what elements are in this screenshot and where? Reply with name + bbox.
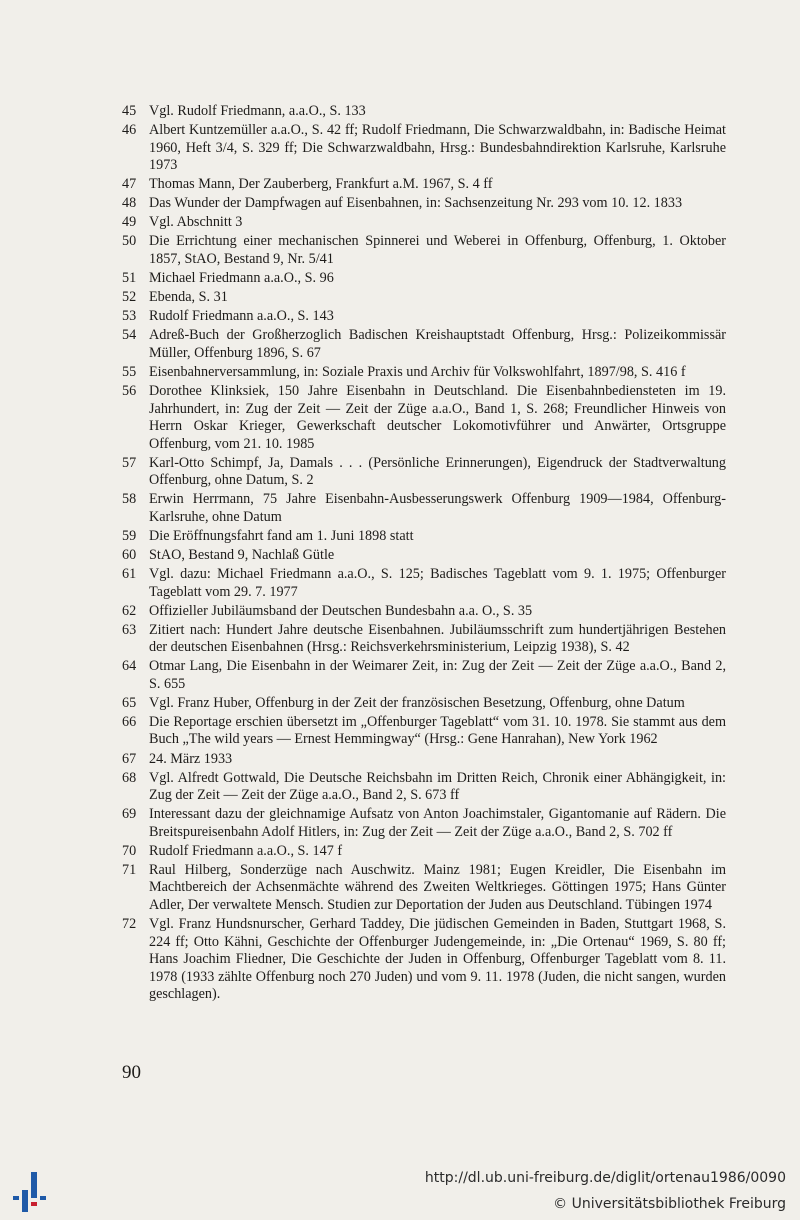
- endnote-text: Vgl. dazu: Michael Friedmann a.a.O., S. 125; Badisches Tageblatt vom 9. 1. 1975; Offenburger Tageblatt vom 29. 7. 1977: [149, 566, 726, 600]
- endnote-item: [122, 327, 726, 362]
- endnote-text: Otmar Lang, Die Eisenbahn in der Weimarer Zeit, in: Zug der Zeit — Zeit der Züge a.a.O., Band 2, S. 655: [149, 658, 726, 692]
- endnote-item: [122, 122, 726, 175]
- endnote-item: [122, 289, 726, 307]
- endnote-number: 66: [122, 713, 137, 730]
- endnote-text: Ebenda, S. 31: [149, 289, 228, 306]
- endnote-number: 58: [122, 491, 137, 508]
- endnote-number: 55: [122, 363, 137, 380]
- endnote-text: Eisenbahnerversammlung, in: Soziale Praxis und Archiv für Volkswohlfahrt, 1897/98, S. 416 f: [149, 363, 686, 380]
- endnote-item: [122, 843, 726, 861]
- endnote-number: 71: [122, 861, 137, 878]
- endnote-item: [122, 491, 726, 526]
- endnote-text: Vgl. Abschnitt 3: [149, 214, 243, 231]
- endnote-text: Erwin Herrmann, 75 Jahre Eisenbahn-Ausbesserungswerk Offenburg 1909—1984, Offenburg-Karlsruhe, ohne Datum: [149, 491, 726, 525]
- endnote-number: 57: [122, 454, 137, 471]
- endnote-number: 70: [122, 842, 137, 859]
- endnote-item: [122, 528, 726, 546]
- endnote-number: 64: [122, 658, 137, 675]
- endnote-item: [122, 770, 726, 805]
- endnote-item: [122, 603, 726, 621]
- endnote-item: [122, 176, 726, 194]
- endnote-item: [122, 455, 726, 490]
- endnote-text: 24. März 1933: [149, 750, 233, 767]
- endnote-item: [122, 233, 726, 268]
- endnote-text: Michael Friedmann a.a.O., S. 96: [149, 270, 334, 287]
- endnote-text: Die Reportage erschien übersetzt im „Offenburger Tageblatt“ vom 31. 10. 1978. Sie stammt aus dem Buch „The wild years — Ernest Hemmingway“ (Hrsg.: Gene Hanrahan), New York 1962: [149, 713, 726, 748]
- endnote-text: Interessant dazu der gleichnamige Aufsatz von Anton Joachimstaler, Gigantomanie auf Rädern. Die Breitspureisenbahn Adolf Hitlers, in: Zug der Zeit — Zeit der Züge a.a.O., Band 2, S. 702 ff: [149, 806, 726, 840]
- endnote-text: Albert Kuntzemüller a.a.O., S. 42 ff; Rudolf Friedmann, Die Schwarzwaldbahn, in: Badische Heimat 1960, Heft 3/4, S. 329 ff; Die Schwarzwaldbahn, Hrsg.: Bundesbahndirektion Karlsruhe, Karlsruhe 1973: [149, 122, 726, 174]
- endnotes-list: [122, 103, 726, 1005]
- endnote-text: Offizieller Jubiläumsband der Deutschen Bundesbahn a.a. O., S. 35: [149, 602, 533, 619]
- endnote-text: Die Errichtung einer mechanischen Spinnerei und Weberei in Offenburg, Offenburg, 1. Oktober 1857, StAO, Bestand 9, Nr. 5/41: [149, 233, 726, 267]
- footer-bar: [0, 1160, 800, 1220]
- endnote-item: [122, 270, 726, 288]
- endnote-text: Raul Hilberg, Sonderzüge nach Auschwitz. Mainz 1981; Eugen Kreidler, Die Eisenbahn im Machtbereich der Achsenmächte während des Zweiten Weltkrieges. Göttingen 1975; Hans Günter Adler, Der verwaltete Mensch. Studien zur Deportation der Juden aus Deutschland. Tübingen 1974: [149, 861, 726, 913]
- copyright-notice: © Universitätsbibliothek Freiburg: [553, 1196, 786, 1212]
- endnote-number: 61: [122, 566, 137, 582]
- endnote-number: 60: [122, 546, 137, 563]
- endnote-item: [122, 547, 726, 565]
- endnote-text: StAO, Bestand 9, Nachlaß Gütle: [149, 546, 335, 563]
- endnote-item: [122, 383, 726, 453]
- endnote-item: [122, 103, 726, 121]
- endnote-number: 72: [122, 916, 137, 933]
- endnote-number: 52: [122, 289, 137, 306]
- endnote-text: Adreß-Buch der Großherzoglich Badischen Kreishauptstadt Offenburg, Hrsg.: Polizeikommissär Müller, Offenburg 1896, S. 67: [149, 327, 726, 361]
- endnote-number: 51: [122, 270, 137, 287]
- endnote-number: 67: [122, 750, 137, 767]
- endnote-text: Zitiert nach: Hundert Jahre deutsche Eisenbahnen. Jubiläumsschrift zum hundertjährigen Bestehen der deutschen Eisenbahnen (Hrsg.: Reichsverkehrsministerium, Leipzig 1938), S. 42: [149, 621, 726, 656]
- endnote-text: Karl-Otto Schimpf, Ja, Damals . . . (Persönliche Erinnerungen), Eigendruck der Stadtverwaltung Offenburg, ohne Datum, S. 2: [149, 454, 726, 489]
- endnote-text: Das Wunder der Dampfwagen auf Eisenbahnen, in: Sachsenzeitung Nr. 293 vom 10. 12. 1833: [149, 195, 683, 212]
- endnote-number: 50: [122, 233, 137, 250]
- endnote-number: 69: [122, 806, 137, 823]
- endnote-number: 65: [122, 694, 137, 711]
- endnote-item: [122, 658, 726, 693]
- endnote-item: [122, 195, 726, 213]
- endnote-item: [122, 308, 726, 326]
- endnote-text: Vgl. Franz Huber, Offenburg in der Zeit der französischen Besetzung, Offenburg, ohne Datum: [149, 694, 685, 711]
- page-number: 90: [122, 1062, 141, 1083]
- endnote-number: 49: [122, 214, 137, 231]
- endnote-number: 45: [122, 103, 137, 119]
- endnote-text: Vgl. Alfredt Gottwald, Die Deutsche Reichsbahn im Dritten Reich, Chronik einer Abhängigkeit, in: Zug der Zeit — Zeit der Züge a.a.O., Band 2, S. 673 ff: [149, 769, 726, 804]
- endnote-item: [122, 364, 726, 382]
- endnote-item: [122, 714, 726, 749]
- endnote-item: [122, 751, 726, 769]
- endnote-number: 54: [122, 327, 137, 344]
- ub-freiburg-logo-icon: [10, 1166, 52, 1212]
- endnote-item: [122, 695, 726, 713]
- endnote-number: 63: [122, 621, 137, 638]
- endnote-text: Dorothee Klinksiek, 150 Jahre Eisenbahn in Deutschland. Die Eisenbahnbediensteten im 19. Jahrhundert, in: Zug der Zeit — Zeit der Züge a.a.O., Band 1, S. 268; Freundlicher Hinweis von Herrn Oskar Krieger, Gewerkschaft deutscher Lokomotivführer und Anwärter, Ortsgruppe Offenburg, vom 21. 10. 1985: [149, 383, 726, 452]
- endnote-number: 53: [122, 308, 137, 325]
- endnote-number: 48: [122, 195, 137, 212]
- endnote-number: 46: [122, 122, 137, 139]
- endnote-number: 47: [122, 176, 137, 193]
- source-url-link[interactable]: http://dl.ub.uni-freiburg.de/diglit/ortenau1986/0090: [424, 1170, 786, 1186]
- endnote-item: [122, 214, 726, 232]
- endnote-text: Rudolf Friedmann a.a.O., S. 147 f: [149, 842, 343, 859]
- endnote-item: [122, 566, 726, 601]
- endnote-text: Vgl. Rudolf Friedmann, a.a.O., S. 133: [149, 103, 366, 119]
- endnote-number: 62: [122, 602, 137, 619]
- endnote-item: [122, 622, 726, 657]
- endnote-text: Vgl. Franz Hundsnurscher, Gerhard Taddey, Die jüdischen Gemeinden in Baden, Stuttgart 1968, S. 224 ff; Otto Kähni, Geschichte der Offenburger Judengemeinde, in: „Die Ortenau“ 1969, S. 80 ff; Hans Joachim Fliedner, Die Geschichte der Juden in Offenburg, Offenburger Tageblatt vom 8. 11. 1978 (1933 zählte Offenburg noch 270 Juden) und vom 9. 11. 1978 (Juden, die nicht sangen, wurden geschlagen).: [149, 916, 726, 1003]
- endnote-item: [122, 806, 726, 841]
- endnote-text: Rudolf Friedmann a.a.O., S. 143: [149, 308, 334, 325]
- endnote-number: 68: [122, 769, 137, 786]
- endnote-text: Thomas Mann, Der Zauberberg, Frankfurt a.M. 1967, S. 4 ff: [149, 176, 493, 193]
- endnote-number: 59: [122, 527, 137, 544]
- endnote-item: [122, 916, 726, 1004]
- endnote-text: Die Eröffnungsfahrt fand am 1. Juni 1898 statt: [149, 527, 414, 544]
- endnote-number: 56: [122, 383, 137, 400]
- endnote-item: [122, 862, 726, 915]
